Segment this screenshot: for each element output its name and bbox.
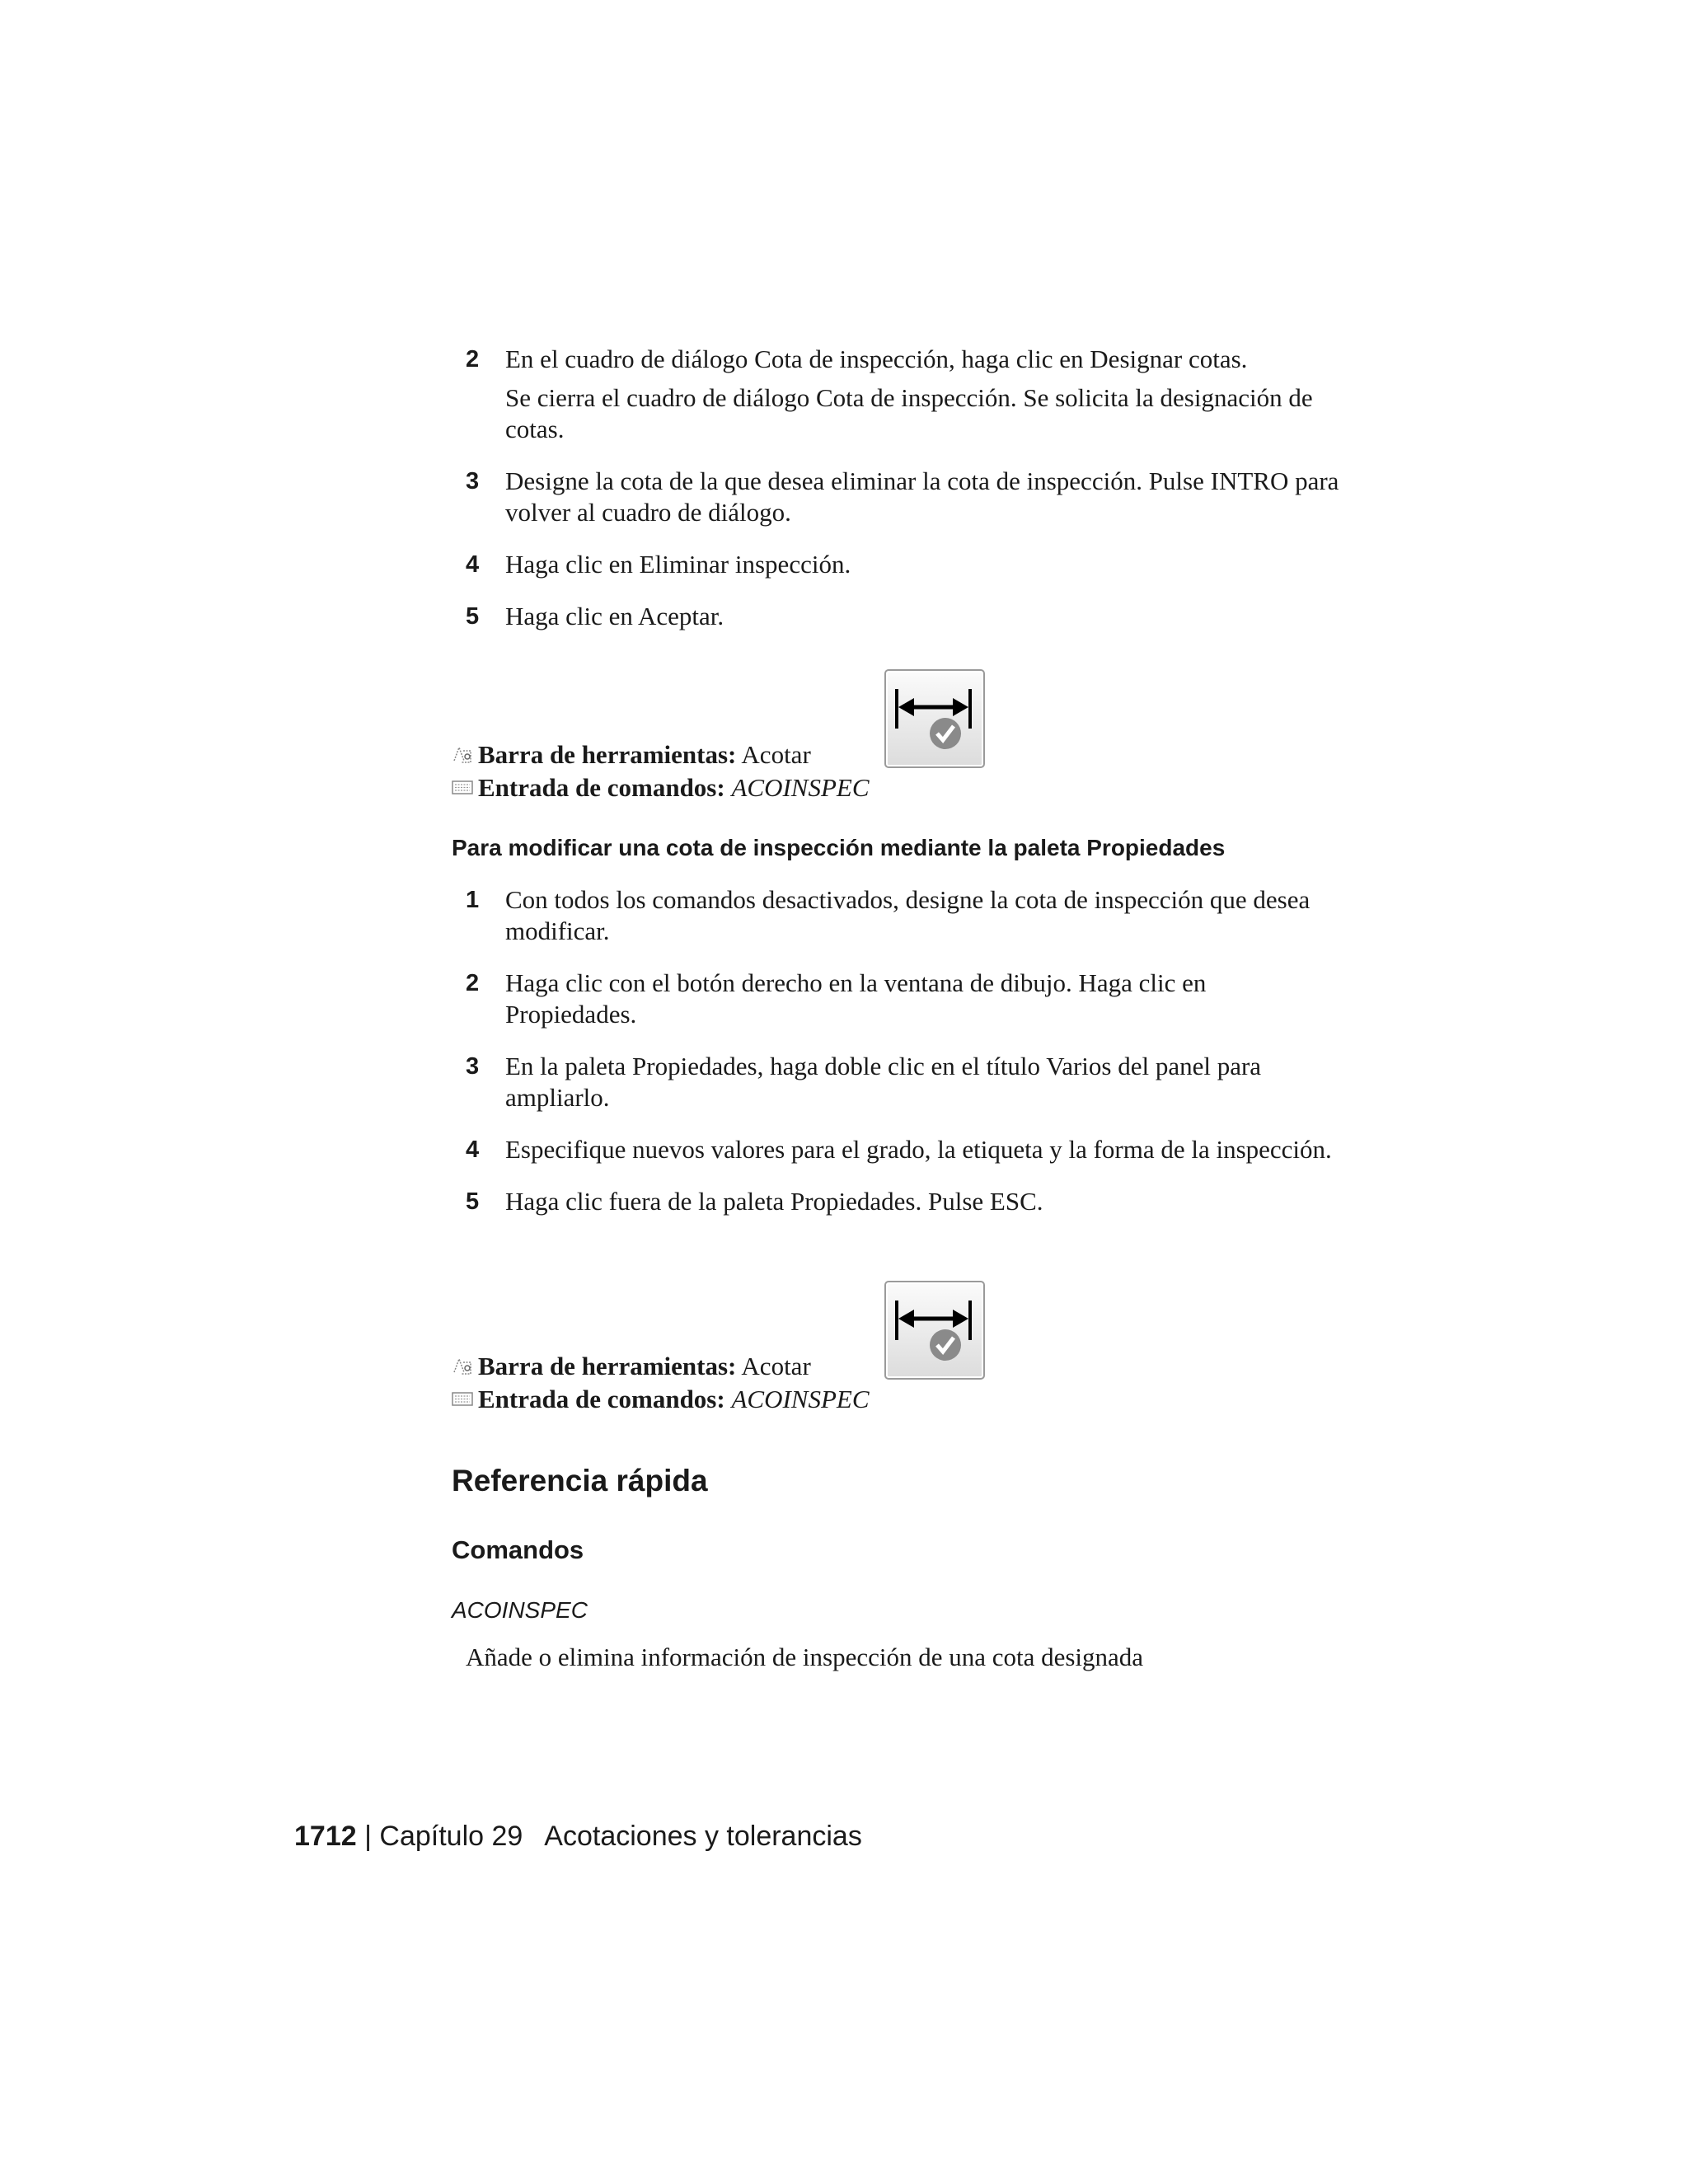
step-text: Con todos los comandos desactivados, designe la cota de inspección que desea modificar.: [505, 885, 1311, 945]
list-item: [466, 344, 1339, 445]
toolbar-access-block: [452, 738, 1276, 804]
dimension-inspect-button-image: [884, 1281, 985, 1380]
list-item: [466, 1186, 1339, 1217]
procedure-title: Para modificar una cota de inspección mediante la paleta Propiedades: [452, 835, 1226, 860]
commands-heading: Comandos: [452, 1535, 584, 1564]
step-number: 3: [466, 1053, 480, 1080]
toolbar-line: [452, 1350, 1276, 1383]
step-number: 2: [466, 970, 480, 996]
chapter-number: Capítulo 29: [379, 1821, 523, 1852]
list-item: [466, 466, 1339, 528]
list-item: [466, 1051, 1339, 1113]
steps-list-remove-inspection: [466, 344, 1339, 653]
quick-reference-heading: Referencia rápida: [452, 1464, 708, 1497]
toolbar-line: [452, 738, 1276, 771]
toolbar-access-block: [452, 1350, 1276, 1416]
toolbar-label: Barra de herramientas:: [478, 1352, 737, 1380]
step-result-text: Se cierra el cuadro de diálogo Cota de inspección. Se solicita la designación de cotas.: [505, 383, 1313, 443]
step-number: 5: [466, 1188, 480, 1215]
command-label: Entrada de comandos:: [478, 1385, 725, 1413]
list-item: [466, 601, 1339, 632]
step-text: Haga clic en Eliminar inspección.: [505, 550, 851, 579]
step-text: Haga clic con el botón derecho en la ventana de dibujo. Haga clic en Propiedades.: [505, 968, 1207, 1029]
step-text: Especifique nuevos valores para el grado, la etiqueta y la forma de la inspección.: [505, 1135, 1332, 1164]
step-number: 1: [466, 887, 480, 913]
step-text: Designe la cota de la que desea eliminar la cota de inspección. Pulse INTRO para volver al cuadro de diálogo.: [505, 466, 1339, 527]
step-text: Haga clic fuera de la paleta Propiedades. Pulse ESC.: [505, 1187, 1043, 1216]
toolbar-value: Acotar: [741, 1352, 811, 1380]
command-name: ACOINSPEC: [452, 1597, 588, 1623]
step-number: 2: [466, 346, 480, 373]
dimension-inspect-button-image: [884, 669, 985, 768]
list-item: [466, 549, 1339, 580]
step-text: Haga clic en Aceptar.: [505, 602, 724, 630]
page-number: 1712: [294, 1821, 357, 1852]
list-item: [466, 968, 1339, 1030]
page-footer: [294, 1819, 862, 1854]
step-text: En la paleta Propiedades, haga doble clic en el título Varios del panel para ampliarlo.: [505, 1052, 1262, 1112]
toolbar-value: Acotar: [741, 740, 811, 769]
dimension-inspect-icon: [886, 1282, 983, 1378]
command-value: ACOINSPEC: [731, 773, 870, 802]
steps-list-modify-inspection: [466, 884, 1339, 1238]
keyboard-icon: [452, 1389, 473, 1410]
toolbar-label: Barra de herramientas:: [478, 740, 737, 769]
command-label: Entrada de comandos:: [478, 773, 725, 802]
command-line: [452, 771, 1276, 804]
step-number: 4: [466, 1137, 480, 1163]
toolbar-icon: [452, 1356, 473, 1377]
command-description: Añade o elimina información de inspección de una cota designada: [466, 1643, 1144, 1671]
list-item: [466, 1134, 1339, 1165]
toolbar-icon: [452, 744, 473, 766]
chapter-title: Acotaciones y tolerancias: [544, 1821, 862, 1852]
list-item: [466, 884, 1339, 947]
step-number: 3: [466, 468, 480, 494]
step-number: 5: [466, 603, 480, 630]
step-number: 4: [466, 551, 480, 578]
step-text: En el cuadro de diálogo Cota de inspección, haga clic en Designar cotas.: [505, 344, 1248, 373]
keyboard-icon: [452, 777, 473, 799]
footer-separator: |: [364, 1821, 372, 1852]
command-value: ACOINSPEC: [731, 1385, 870, 1413]
command-line: [452, 1383, 1276, 1416]
dimension-inspect-icon: [886, 671, 983, 766]
